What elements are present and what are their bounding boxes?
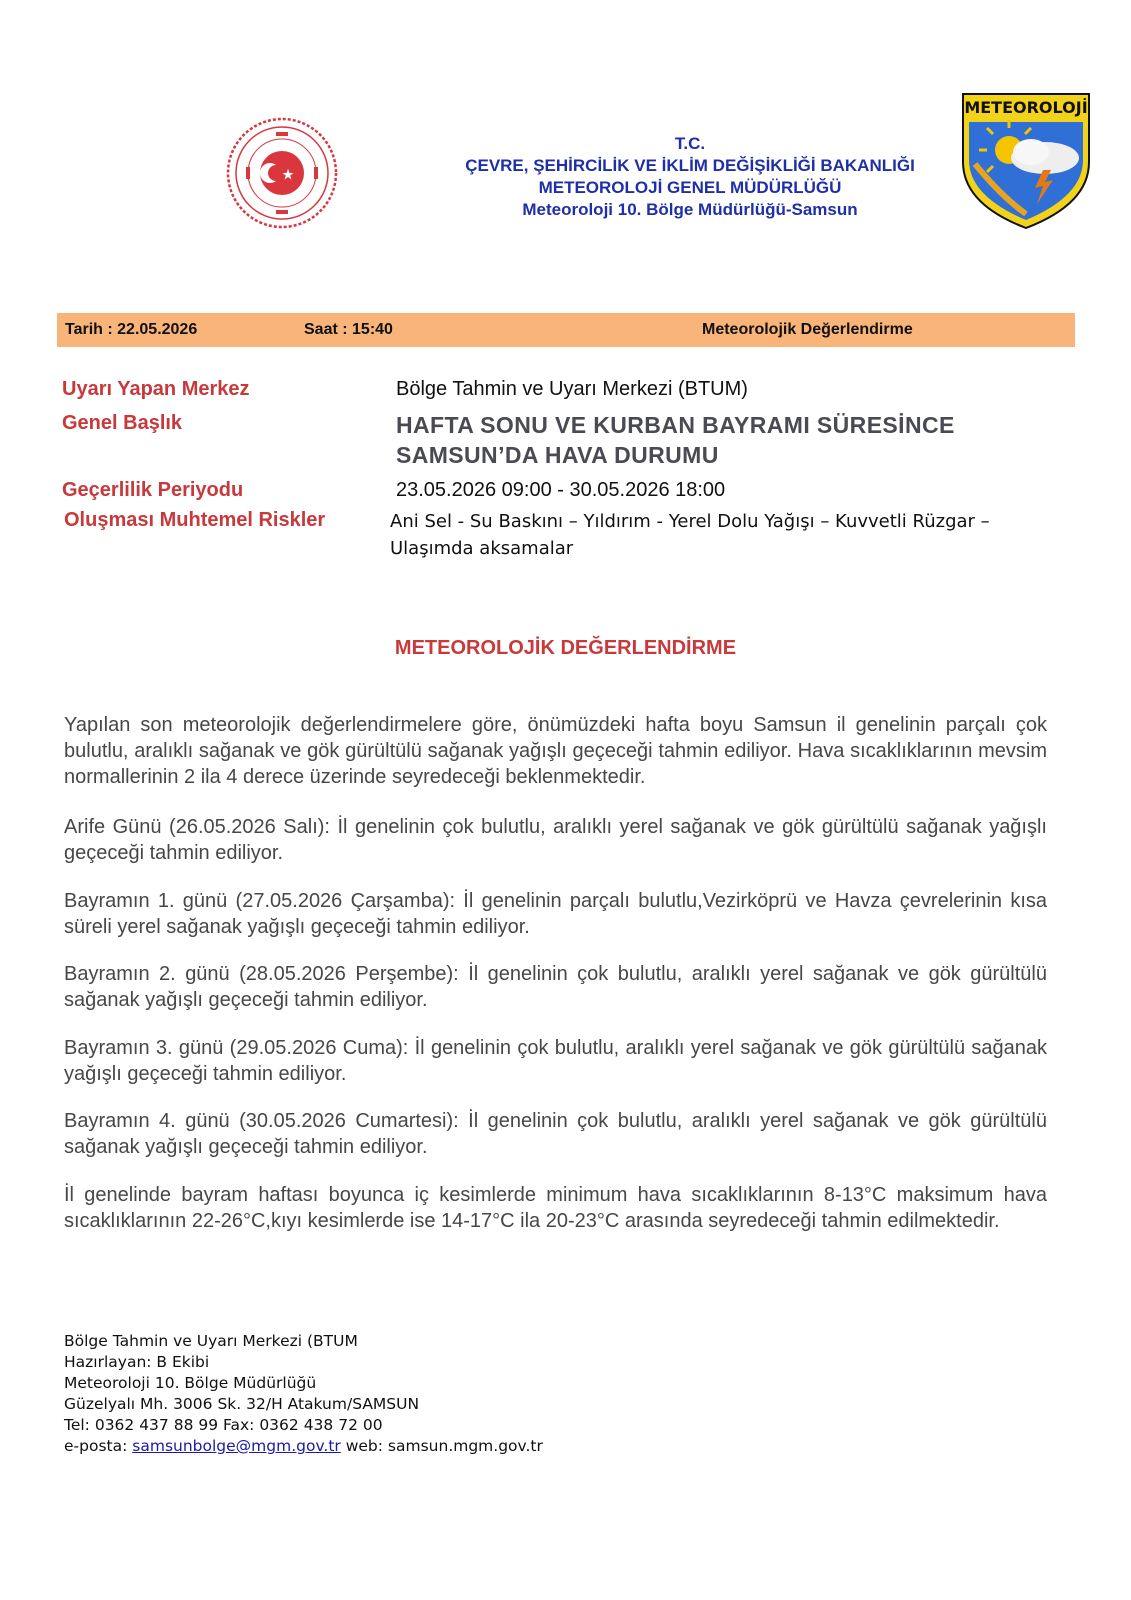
title-value xyxy=(396,410,1056,470)
footer-phone: Tel: 0362 437 88 99 Fax: 0362 438 72 00 xyxy=(64,1416,383,1434)
period-label: Geçerlilik Periyodu xyxy=(62,479,244,501)
footer-center: Bölge Tahmin ve Uyarı Merkezi (BTUM xyxy=(64,1332,358,1350)
center-value: Bölge Tahmin ve Uyarı Merkezi (BTUM) xyxy=(396,378,748,400)
bar-date: Tarih : 22.05.2026 xyxy=(65,321,198,338)
meteoroloji-logo xyxy=(961,92,1091,230)
risks-value-line1: Ani Sel - Su Baskını – Yıldırım - Yerel Dolu Yağışı – Kuvvetli Rüzgar – xyxy=(390,511,990,532)
footer-web: web: samsun.mgm.gov.tr xyxy=(340,1437,543,1455)
header-directorate: METEOROLOJİ GENEL MÜDÜRLÜĞÜ xyxy=(538,178,842,197)
title-value-line1: HAFTA SONU VE KURBAN BAYRAMI SÜRESİNCE xyxy=(396,412,955,438)
footer-contact xyxy=(64,1331,543,1457)
paragraph-general: Yapılan son meteorolojik değerlendirmelere göre, önümüzdeki hafta boyu Samsun il genelinin parçalı çok bulutlu, aralıklı sağanak ve gök gürültülü sağanak yağışlı geçeceği tahmin ediliyor. Hava sıcaklıklarının mevsim normallerinin 2 ila 4 derece üzerinde seyredeceği beklenmektedir. xyxy=(64,714,1047,788)
paragraph-day2: Bayramın 2. günü (28.05.2026 Perşembe): İl genelinin çok bulutlu, aralıklı yerel sağanak ve gök gürültülü sağanak yağışlı geçeceği tahmin ediliyor. xyxy=(64,963,1047,1011)
header-titles xyxy=(400,133,980,221)
section-title: METEOROLOJİK DEĞERLENDİRME xyxy=(394,637,737,659)
footer-email-label: e-posta: xyxy=(64,1437,133,1455)
paragraph-day4: Bayramın 4. günü (30.05.2026 Cumartesi): İl genelinin çok bulutlu, aralıklı yerel sağanak ve gök gürültülü sağanak yağışlı geçeceği tahmin ediliyor. xyxy=(64,1110,1047,1158)
paragraph-temperatures: İl genelinde bayram haftası boyunca iç kesimlerde minimum hava sıcaklıklarının 8-13°C maksimum hava sıcaklıklarının 22-26°C,kıyı kesimlerde ise 14-17°C ila 20-23°C arasında seyredeceği tahmin edilmektedir. xyxy=(64,1184,1047,1232)
footer-prepared-by: Hazırlayan: B Ekibi xyxy=(64,1353,210,1371)
bar-type: Meteorolojik Değerlendirme xyxy=(702,321,913,338)
paragraph-arife: Arife Günü (26.05.2026 Salı): İl genelinin çok bulutlu, aralıklı yerel sağanak ve gök gürültülü sağanak yağışlı geçeceği tahmin ediliyor. xyxy=(64,816,1047,864)
paragraph-day3: Bayramın 3. günü (29.05.2026 Cuma): İl genelinin çok bulutlu, aralıklı yerel sağanak ve gök gürültülü sağanak yağışlı geçeceği tahmin ediliyor. xyxy=(64,1037,1047,1085)
info-bar xyxy=(57,313,1075,347)
risks-value xyxy=(390,508,1050,562)
risks-label: Oluşması Muhtemel Riskler xyxy=(64,509,326,531)
header-region: Meteoroloji 10. Bölge Müdürlüğü-Samsun xyxy=(522,200,858,219)
footer-email-line xyxy=(64,1436,543,1457)
title-value-line2: SAMSUN’DA HAVA DURUMU xyxy=(396,442,719,468)
header-tc: T.C. xyxy=(674,134,706,153)
logo-text: METEOROLOJİ xyxy=(964,98,1088,117)
period-value: 23.05.2026 09:00 - 30.05.2026 18:00 xyxy=(396,479,726,501)
risks-value-line2: Ulaşımda aksamalar xyxy=(390,538,574,559)
footer-address: Güzelyalı Mh. 3006 Sk. 32/H Atakum/SAMSUN xyxy=(64,1395,420,1413)
footer-office: Meteoroloji 10. Bölge Müdürlüğü xyxy=(64,1374,317,1392)
paragraph-day1: Bayramın 1. günü (27.05.2026 Çarşamba): İl genelinin parçalı bulutlu,Vezirköprü ve Havza çevrelerinin kısa süreli yerel sağanak yağışlı geçeceği tahmin ediliyor. xyxy=(64,890,1047,938)
bar-time: Saat : 15:40 xyxy=(304,321,393,338)
title-label: Genel Başlık xyxy=(62,412,183,434)
ministry-seal xyxy=(226,117,338,229)
email-link[interactable]: samsunbolge@mgm.gov.tr xyxy=(132,1437,341,1455)
header-ministry: ÇEVRE, ŞEHİRCİLİK VE İKLİM DEĞİŞİKLİĞİ BAKANLIĞI xyxy=(465,156,915,175)
center-label: Uyarı Yapan Merkez xyxy=(62,378,250,400)
